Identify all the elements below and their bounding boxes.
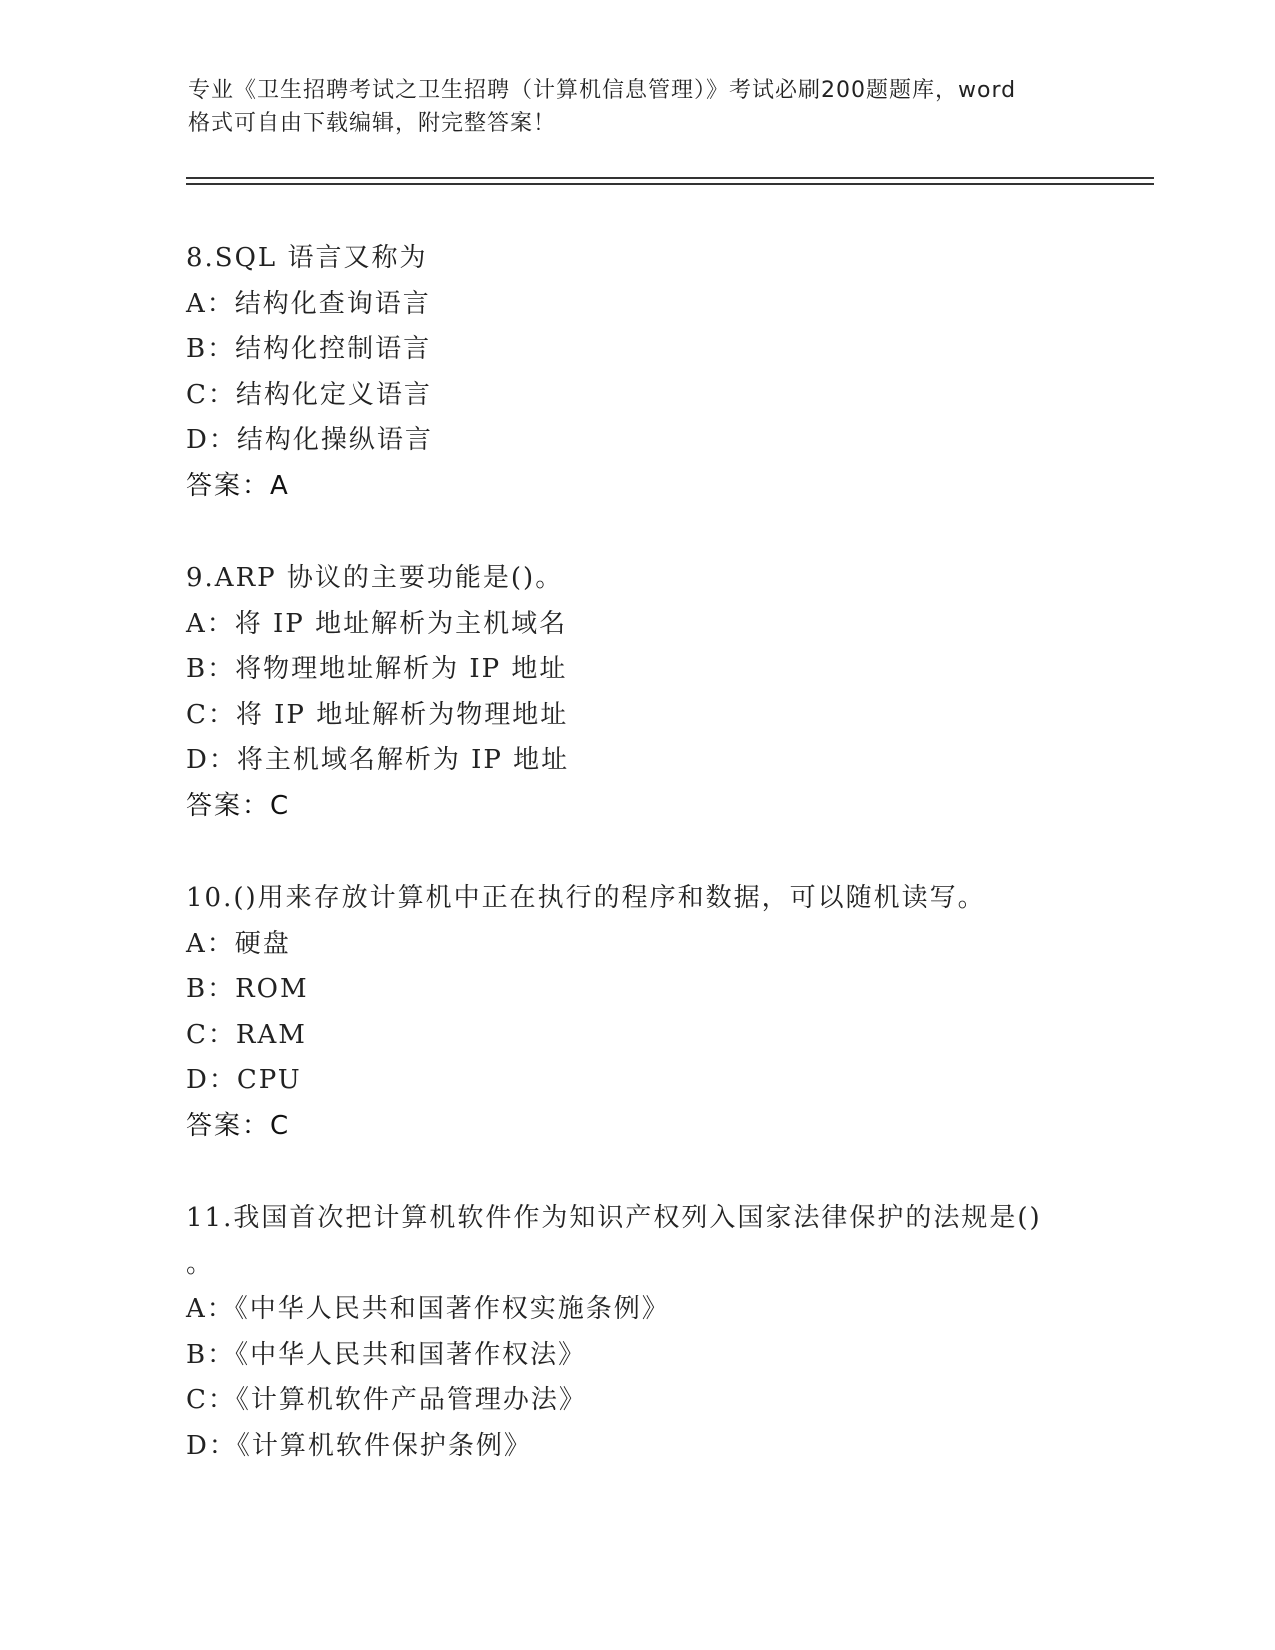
question-stem-continuation: 。 (186, 1248, 215, 1279)
option-c: C：《计算机软件产品管理办法》 (186, 1385, 587, 1415)
option-a: A：硬盘 (186, 928, 291, 959)
header-divider-bottom (186, 183, 1154, 185)
header-line-2: 格式可自由下载编辑，附完整答案！ (188, 111, 557, 136)
document-header (188, 74, 1088, 140)
option-b: B：结构化控制语言 (186, 334, 432, 364)
option-c: C：RAM (186, 1019, 307, 1050)
answer-line: 答案：C (186, 1110, 291, 1141)
option-b: B：ROM (186, 974, 309, 1004)
option-d: D：结构化操纵语言 (186, 425, 433, 455)
option-a: A：将 IP 地址解析为主机域名 (186, 608, 568, 639)
header-divider-top (186, 177, 1154, 179)
question-11 (186, 1196, 1086, 1469)
answer-line: 答案：A (186, 470, 290, 501)
option-b: B：《中华人民共和国著作权法》 (186, 1339, 587, 1370)
option-d: D：《计算机软件保护条例》 (186, 1430, 532, 1461)
option-d: D：CPU (186, 1065, 302, 1095)
header-line-1: 专业《卫生招聘考试之卫生招聘（计算机信息管理）》考试必刷200题题库，word (188, 78, 1017, 103)
question-stem: 10.()用来存放计算机中正在执行的程序和数据，可以随机读写。 (186, 883, 986, 913)
question-stem: 8.SQL 语言又称为 (186, 243, 428, 273)
option-b: B：将物理地址解析为 IP 地址 (186, 654, 568, 684)
question-9 (186, 556, 1086, 829)
answer-line: 答案：C (186, 790, 291, 821)
option-c: C：结构化定义语言 (186, 379, 432, 410)
option-a: A：结构化查询语言 (186, 288, 431, 319)
option-c: C：将 IP 地址解析为物理地址 (186, 699, 569, 730)
option-a: A：《中华人民共和国著作权实施条例》 (186, 1294, 670, 1324)
question-10 (186, 876, 1086, 1149)
option-d: D：将主机域名解析为 IP 地址 (186, 745, 570, 775)
question-8 (186, 236, 1086, 509)
question-stem: 11.我国首次把计算机软件作为知识产权列入国家法律保护的法规是() (186, 1203, 1042, 1233)
question-stem: 9.ARP 协议的主要功能是()。 (186, 563, 564, 593)
